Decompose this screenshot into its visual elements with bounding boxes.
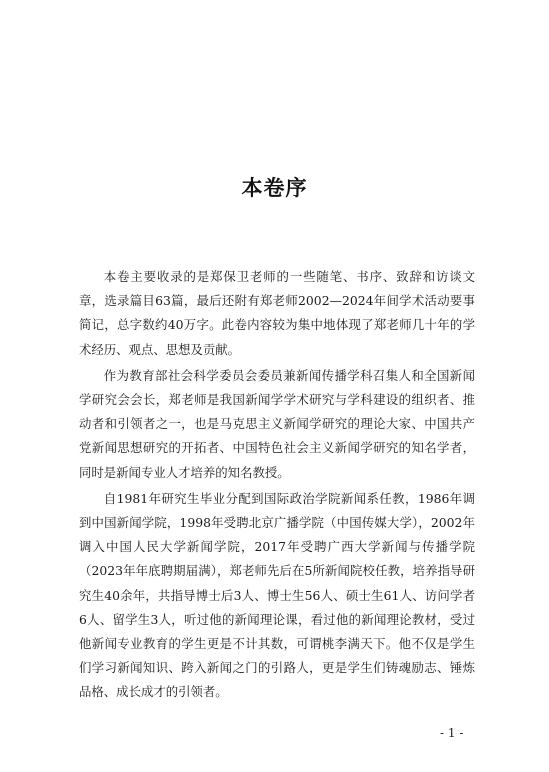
page-number: - 1 - (440, 726, 464, 740)
body-text (79, 265, 475, 707)
paragraph-1: 本卷主要收录的是郑保卫老师的一些随笔、书序、致辞和访谈文章，选录篇目63篇，最后还附有郑老师2002—2024年间学术活动要事简记，总字数约40万字。此卷内容较为集中地体现了郑老师几十年的学术经历、观点、思想及贡献。 (79, 269, 475, 357)
page-title: 本卷序 (241, 175, 308, 200)
paragraph-3: 自1981年研究生毕业分配到国际政治学院新闻系任教，1986年调到中国新闻学院，1998年受聘北京广播学院（中国传媒大学），2002年调入中国人民大学新闻学院，2017年受聘广西大学新闻与传播学院（2023年年底聘期届满），郑老师先后在5所新闻院校任教，培养指导研究生40余年，共指导博士后3人、博士生56人、硕士生61人、访问学者6人、留学生3人，听过他的新闻理论课，看过他的新闻理论教材，受过他新闻专业教育的学生更是不计其数，可谓桃李满天下。他不仅是学生们学习新闻知识、跨入新闻之门的引路人，更是学生们铸魂励志、锤炼品格、成长成才的引领者。 (79, 490, 475, 700)
paragraph-2: 作为教育部社会科学委员会委员兼新闻传播学科召集人和全国新闻学研究会会长，郑老师是我国新闻学学术研究与学科建设的组织者、推动者和引领者之一，也是马克思主义新闻学研究的理论大家、中国共产党新闻思想研究的开拓者、中国特色社会主义新闻学研究的知名学者，同时是新闻专业人才培养的知名教授。 (79, 367, 475, 480)
